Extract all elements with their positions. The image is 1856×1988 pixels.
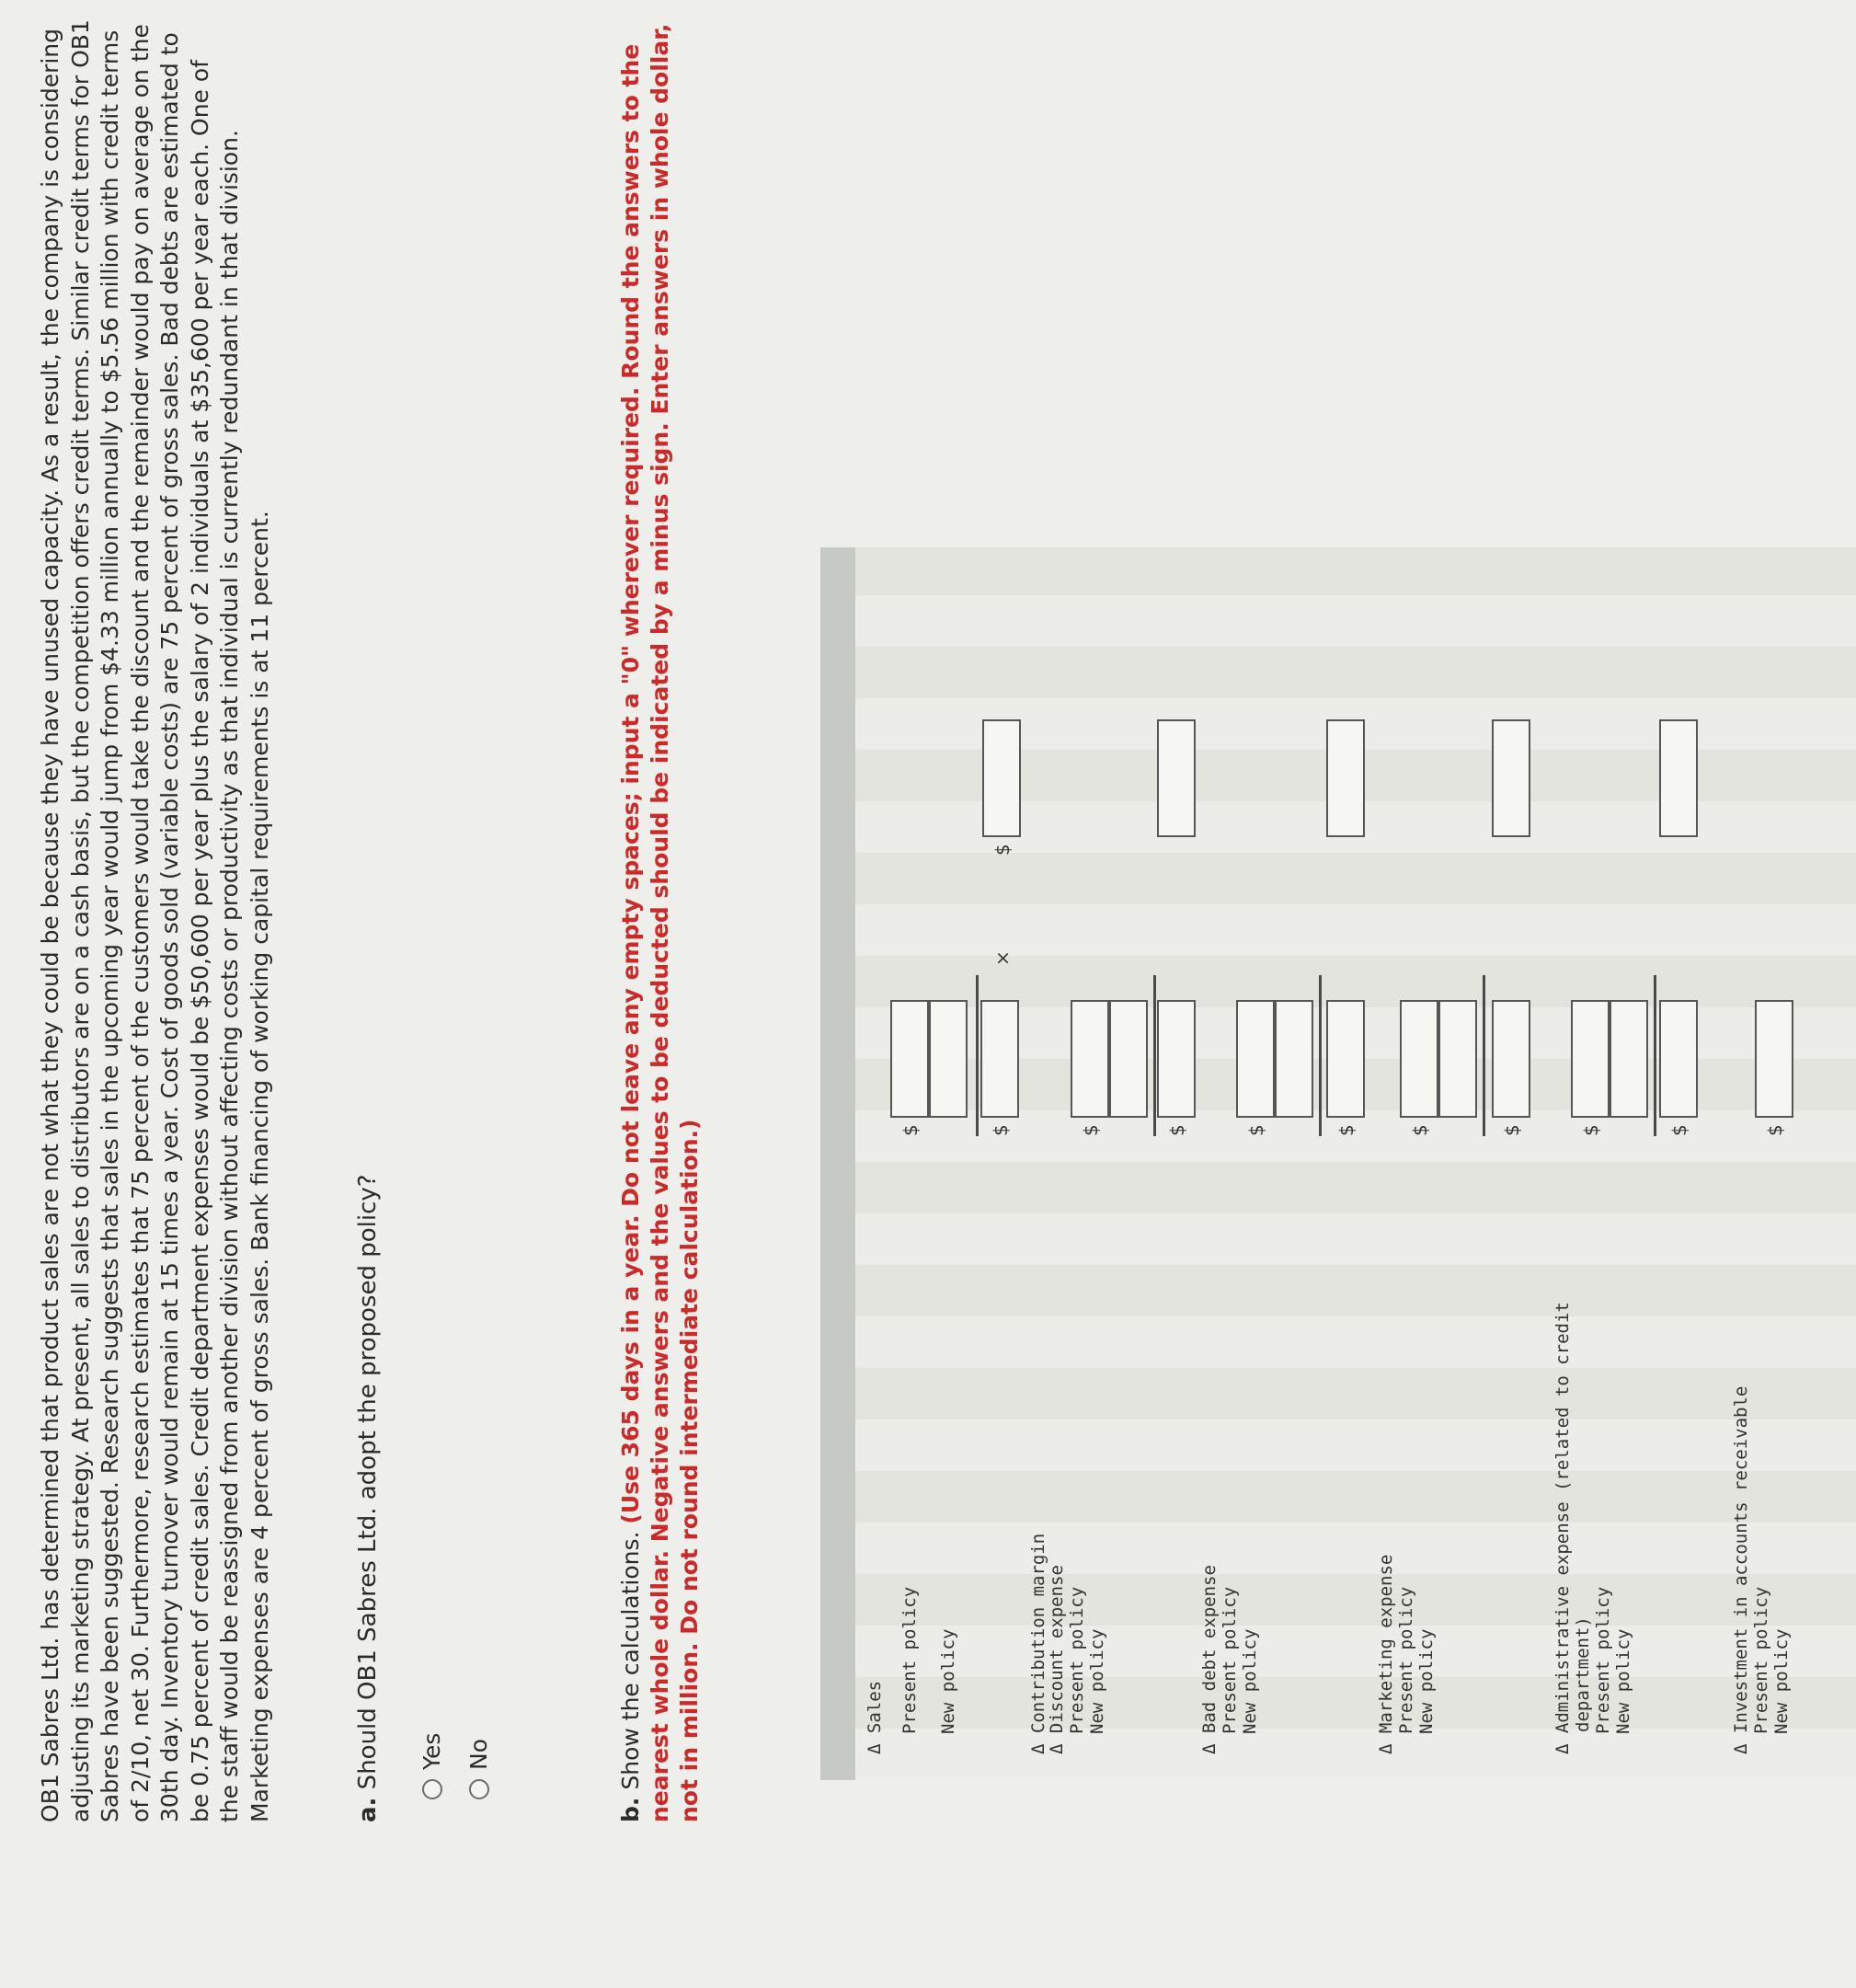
label-admin-present: Present policy — [1593, 1586, 1613, 1734]
dollar-sign: $ — [1409, 1124, 1431, 1136]
dollar-sign: $ — [1764, 1124, 1786, 1136]
label-admin-expense: Δ Administrative expense (related to credit — [1552, 1302, 1573, 1754]
input-admin-new[interactable] — [1610, 1000, 1648, 1118]
radio-circle-icon[interactable] — [469, 1779, 489, 1799]
part-a-question — [354, 1174, 382, 1822]
input-admin-total[interactable] — [1659, 719, 1698, 837]
label-discount-present: Present policy — [1067, 1586, 1087, 1734]
input-marketing-present[interactable] — [1400, 1000, 1438, 1118]
part-a-prefix: a. — [354, 1797, 382, 1822]
problem-text: OB1 Sabres Ltd. has determined that product sales are not what they could be because they have unused capacity. As a result, the company is considering adjusting its marketing strategy. At present, all sales to distributors are on a cash basis, but the competition offers credit terms. Similar credit terms for OB1 Sabres have been suggested. Research suggests that sales in the upcoming year would jump from $4.33 million annually to $5.56 million with credit terms of 2/10, net 30. Furthermore, research estimates that 75 percent of the customers would take the discount and the remainder would pay on average on the 30th day. Inventory turnover would remain at 15 times a year. Cost of goods sold (variable costs) are 75 percent of gross sales. Bad debts are estimated to be 0.75 percent of credit sales. Credit department expenses would be $50,600 per year plus the salary of 2 individuals at $35,600 per year each. One of the staff would be reassigned from another division without affecting costs or productivity as that individual is currently redundant in that division. Marketing expenses are 4 percent of gross sales. Bank financing of working capital requirements is at 11 percent. — [37, 19, 273, 1822]
part-b-prefix: b. — [617, 1797, 644, 1822]
radio-circle-icon[interactable] — [422, 1779, 442, 1799]
input-discount-change[interactable] — [1157, 1000, 1196, 1118]
input-marketing-total[interactable] — [1492, 719, 1530, 837]
sum-rule — [1654, 975, 1656, 1136]
label-marketing: Δ Marketing expense — [1376, 1554, 1396, 1754]
label-admin-new: New policy — [1613, 1628, 1633, 1734]
dollar-sign: $ — [1080, 1124, 1102, 1136]
sum-rule — [976, 975, 979, 1136]
input-sales-present[interactable] — [890, 1000, 929, 1118]
part-b-instruction-red: (Use 365 days in a year. Do not leave any empty spaces; input a "0" wherever required. Round the answers to the nearest whole dollar. Negative answers and the values to be deducted should be indicated by a minus sign. Enter answers in whole dollar, not in million. Do not round intermediate calculation.) — [617, 23, 703, 1822]
label-investment-present: Present policy — [1751, 1586, 1771, 1734]
table-header-bar — [820, 547, 855, 1780]
dollar-sign: $ — [1580, 1124, 1602, 1136]
radio-yes-label: Yes — [418, 1732, 445, 1770]
radio-yes[interactable] — [418, 1733, 445, 1799]
dollar-sign: $ — [1501, 1124, 1523, 1136]
sum-rule — [1483, 975, 1485, 1136]
label-bad-debt: Δ Bad debt expense — [1199, 1565, 1220, 1754]
input-sales-new[interactable] — [929, 1000, 968, 1118]
label-discount-expense: Δ Discount expense — [1047, 1565, 1067, 1754]
calculation-table — [820, 547, 1856, 1780]
label-admin-expense-cont: department) — [1573, 1616, 1593, 1732]
dollar-sign: $ — [1335, 1124, 1358, 1136]
input-bad-debt-change[interactable] — [1326, 1000, 1365, 1118]
input-bad-debt-present[interactable] — [1236, 1000, 1275, 1118]
part-a-question-text: Should OB1 Sabres Ltd. adopt the proposed policy? — [354, 1174, 382, 1790]
input-contribution-margin[interactable] — [982, 719, 1021, 837]
label-sales: Δ Sales — [865, 1680, 885, 1754]
part-b-instructions — [616, 19, 705, 1822]
label-discount-new: New policy — [1087, 1628, 1107, 1734]
label-marketing-present: Present policy — [1396, 1586, 1416, 1734]
input-bad-debt-new[interactable] — [1275, 1000, 1313, 1118]
input-admin-change[interactable] — [1659, 1000, 1698, 1118]
dollar-sign: $ — [899, 1124, 922, 1136]
label-bad-debt-present: Present policy — [1220, 1586, 1240, 1734]
input-admin-present[interactable] — [1571, 1000, 1610, 1118]
input-investment-present[interactable] — [1755, 1000, 1793, 1118]
label-contribution-margin: Δ Contribution margin — [1028, 1533, 1048, 1754]
label-sales-new: New policy — [938, 1628, 958, 1734]
input-sales-change[interactable] — [980, 1000, 1019, 1118]
dollar-sign: $ — [1668, 1124, 1690, 1136]
part-b-instruction: Show the calculations. — [617, 1531, 644, 1790]
sum-rule — [1153, 975, 1156, 1136]
radio-no[interactable] — [465, 1739, 492, 1799]
sum-rule — [1319, 975, 1322, 1136]
input-discount-new[interactable] — [1109, 1000, 1148, 1118]
input-bad-debt-total[interactable] — [1326, 719, 1365, 837]
input-marketing-change[interactable] — [1492, 1000, 1530, 1118]
label-investment-ar: Δ Investment in accounts receivable — [1731, 1385, 1751, 1754]
dollar-sign: $ — [991, 844, 1014, 856]
label-sales-present: Present policy — [899, 1586, 920, 1734]
dollar-sign: $ — [1245, 1124, 1267, 1136]
label-investment-new: New policy — [1771, 1628, 1792, 1734]
multiply-sign: × — [991, 950, 1014, 966]
input-discount-present[interactable] — [1071, 1000, 1109, 1118]
dollar-sign: $ — [1166, 1124, 1188, 1136]
radio-no-label: No — [465, 1739, 492, 1770]
input-discount-total[interactable] — [1157, 719, 1196, 837]
dollar-sign: $ — [990, 1124, 1012, 1136]
label-marketing-new: New policy — [1416, 1628, 1437, 1734]
input-marketing-new[interactable] — [1438, 1000, 1477, 1118]
label-bad-debt-new: New policy — [1240, 1628, 1260, 1734]
